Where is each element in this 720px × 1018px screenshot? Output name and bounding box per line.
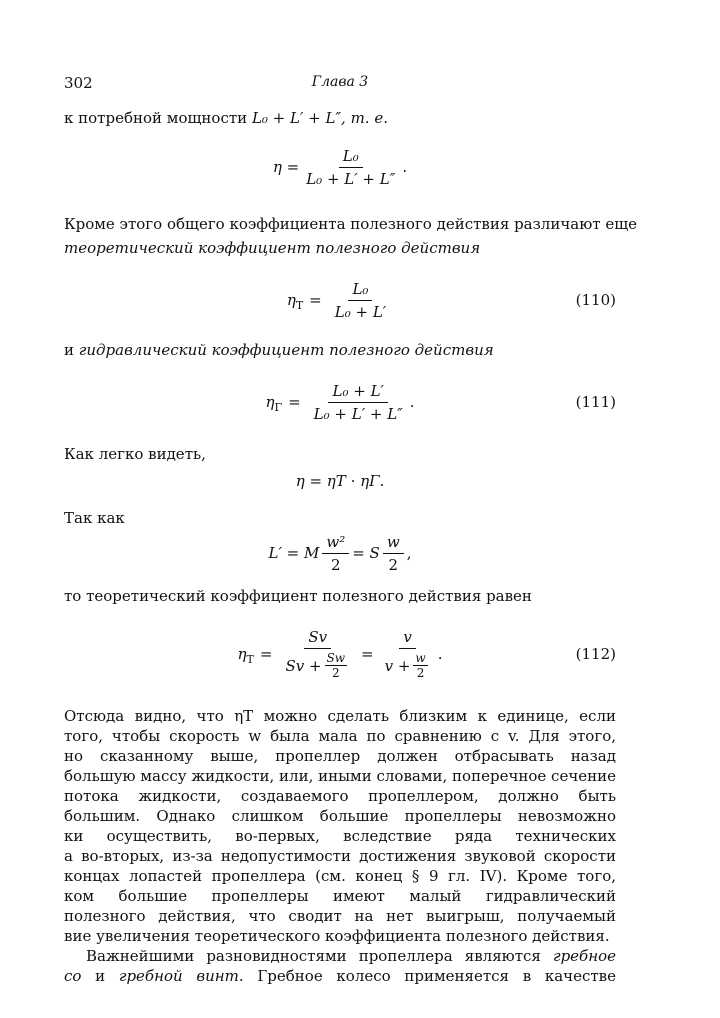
paragraph-line: того, чтобы скорость w была мала по сравнению с v. Для этого, xyxy=(64,727,616,745)
equation-number: (111) xyxy=(575,393,616,411)
paragraph-line: Важнейшими разновидностями пропеллера являются гребное xyxy=(86,947,616,965)
paragraph-line: а во-вторых, из-за недопустимости достижения звуковой скорости xyxy=(64,847,616,865)
text-line: Так как xyxy=(64,509,125,527)
fraction: $\frac{\text{L₀}}{\text{L₀ + L′ + L″}}$ xyxy=(306,146,396,188)
paragraph-line: Отсюда видно, что ηT можно сделать близким к единице, если xyxy=(64,707,616,725)
fraction: v v + $\frac{w}{2}$ xyxy=(384,628,426,680)
italic-term: теоретический коэффициент полезного действия xyxy=(64,239,481,257)
intro-line: к потребной мощности L₀ + L′ + L″, т. е. xyxy=(64,109,388,127)
fraction: Sv Sv + $\frac{Sw}{2}$ xyxy=(285,628,346,680)
paragraph-line: вие увеличения теоретического коэффициента полезного действия. xyxy=(64,927,610,945)
paragraph-line: ки осуществить, во-первых, вследствие ряда технических xyxy=(64,827,616,845)
running-header xyxy=(64,74,616,100)
page-number: 302 xyxy=(64,74,93,92)
fraction: $\frac{w}{2}$ xyxy=(415,651,426,680)
equation-eta: η = $\frac{\text{L₀}}{\text{L₀ + L′ + L″}}$ . xyxy=(272,146,408,188)
equation-112: $\eta_T$ = Sv Sv + $\frac{Sw}{2}$ = v v + $\frac{w}{2}$ . (112) xyxy=(237,628,616,680)
paragraph-line: ком большие пропеллеры имеют малый гидравлический xyxy=(64,887,616,905)
equation-110: $\eta_T$ = $\frac{\text{L₀}}{\text{L₀ + L′}}$ (110) xyxy=(286,279,616,321)
paragraph-line: но сказанному выше, пропеллер должен отбрасывать назад xyxy=(64,747,616,765)
equation-product: η = ηT · ηΓ. xyxy=(295,472,385,490)
intro-formula: L₀ + L′ + L″, т. е. xyxy=(251,109,388,127)
text-line: Кроме этого общего коэффициента полезного действия различают еще xyxy=(64,215,638,233)
equation-111: $\eta_\Gamma$ = $\frac{\text{L₀ + L′}}{\text{L₀ + L′ + L″}}$ . (111) xyxy=(265,381,616,423)
italic-term: гидравлический коэффициент полезного действия xyxy=(78,341,494,359)
paragraph-line: полезного действия, что сводит на нет выигрыш, получаемый xyxy=(64,907,616,925)
fraction: $\frac{\text{L₀}}{\text{L₀ + L′}}$ xyxy=(334,279,387,321)
equation-number: (110) xyxy=(575,291,616,309)
paragraph-line: со и гребной винт. Гребное колесо применяется в качестве xyxy=(64,967,616,985)
chapter-title: Глава 3 xyxy=(311,74,369,90)
paragraph-line: концах лопастей пропеллера (см. конец § 9 гл. IV). Кроме того, xyxy=(64,867,616,885)
text-line: Как легко видеть, xyxy=(64,445,206,463)
book-page xyxy=(64,74,638,986)
equation-L-prime: L′ = M $\frac{\text{w²}}{2}$ = S $\frac{w}{2}$ , xyxy=(268,532,412,574)
paragraph-line: большую массу жидкости, или, иными словами, поперечное сечение xyxy=(64,767,616,785)
body-paragraph-2 xyxy=(64,946,616,986)
fraction: $\frac{w}{2}$ xyxy=(383,533,404,574)
paragraph-line: потока жидкости, создаваемого пропеллером, должно быть xyxy=(64,787,616,805)
fraction: $\frac{\text{L₀ + L′}}{\text{L₀ + L′ + L″}}$ xyxy=(313,381,403,423)
text-line: и гидравлический коэффициент полезного действия xyxy=(64,341,494,359)
equation-number: (112) xyxy=(575,645,616,663)
body-paragraph xyxy=(64,706,616,946)
fraction: $\frac{\text{w²}}{2}$ xyxy=(322,533,349,574)
paragraph-line: большим. Однако слишком большие пропеллеры невозможно xyxy=(64,807,616,825)
fraction: $\frac{Sw}{2}$ xyxy=(326,651,346,680)
text-line: то теоретический коэффициент полезного действия равен xyxy=(64,587,532,605)
